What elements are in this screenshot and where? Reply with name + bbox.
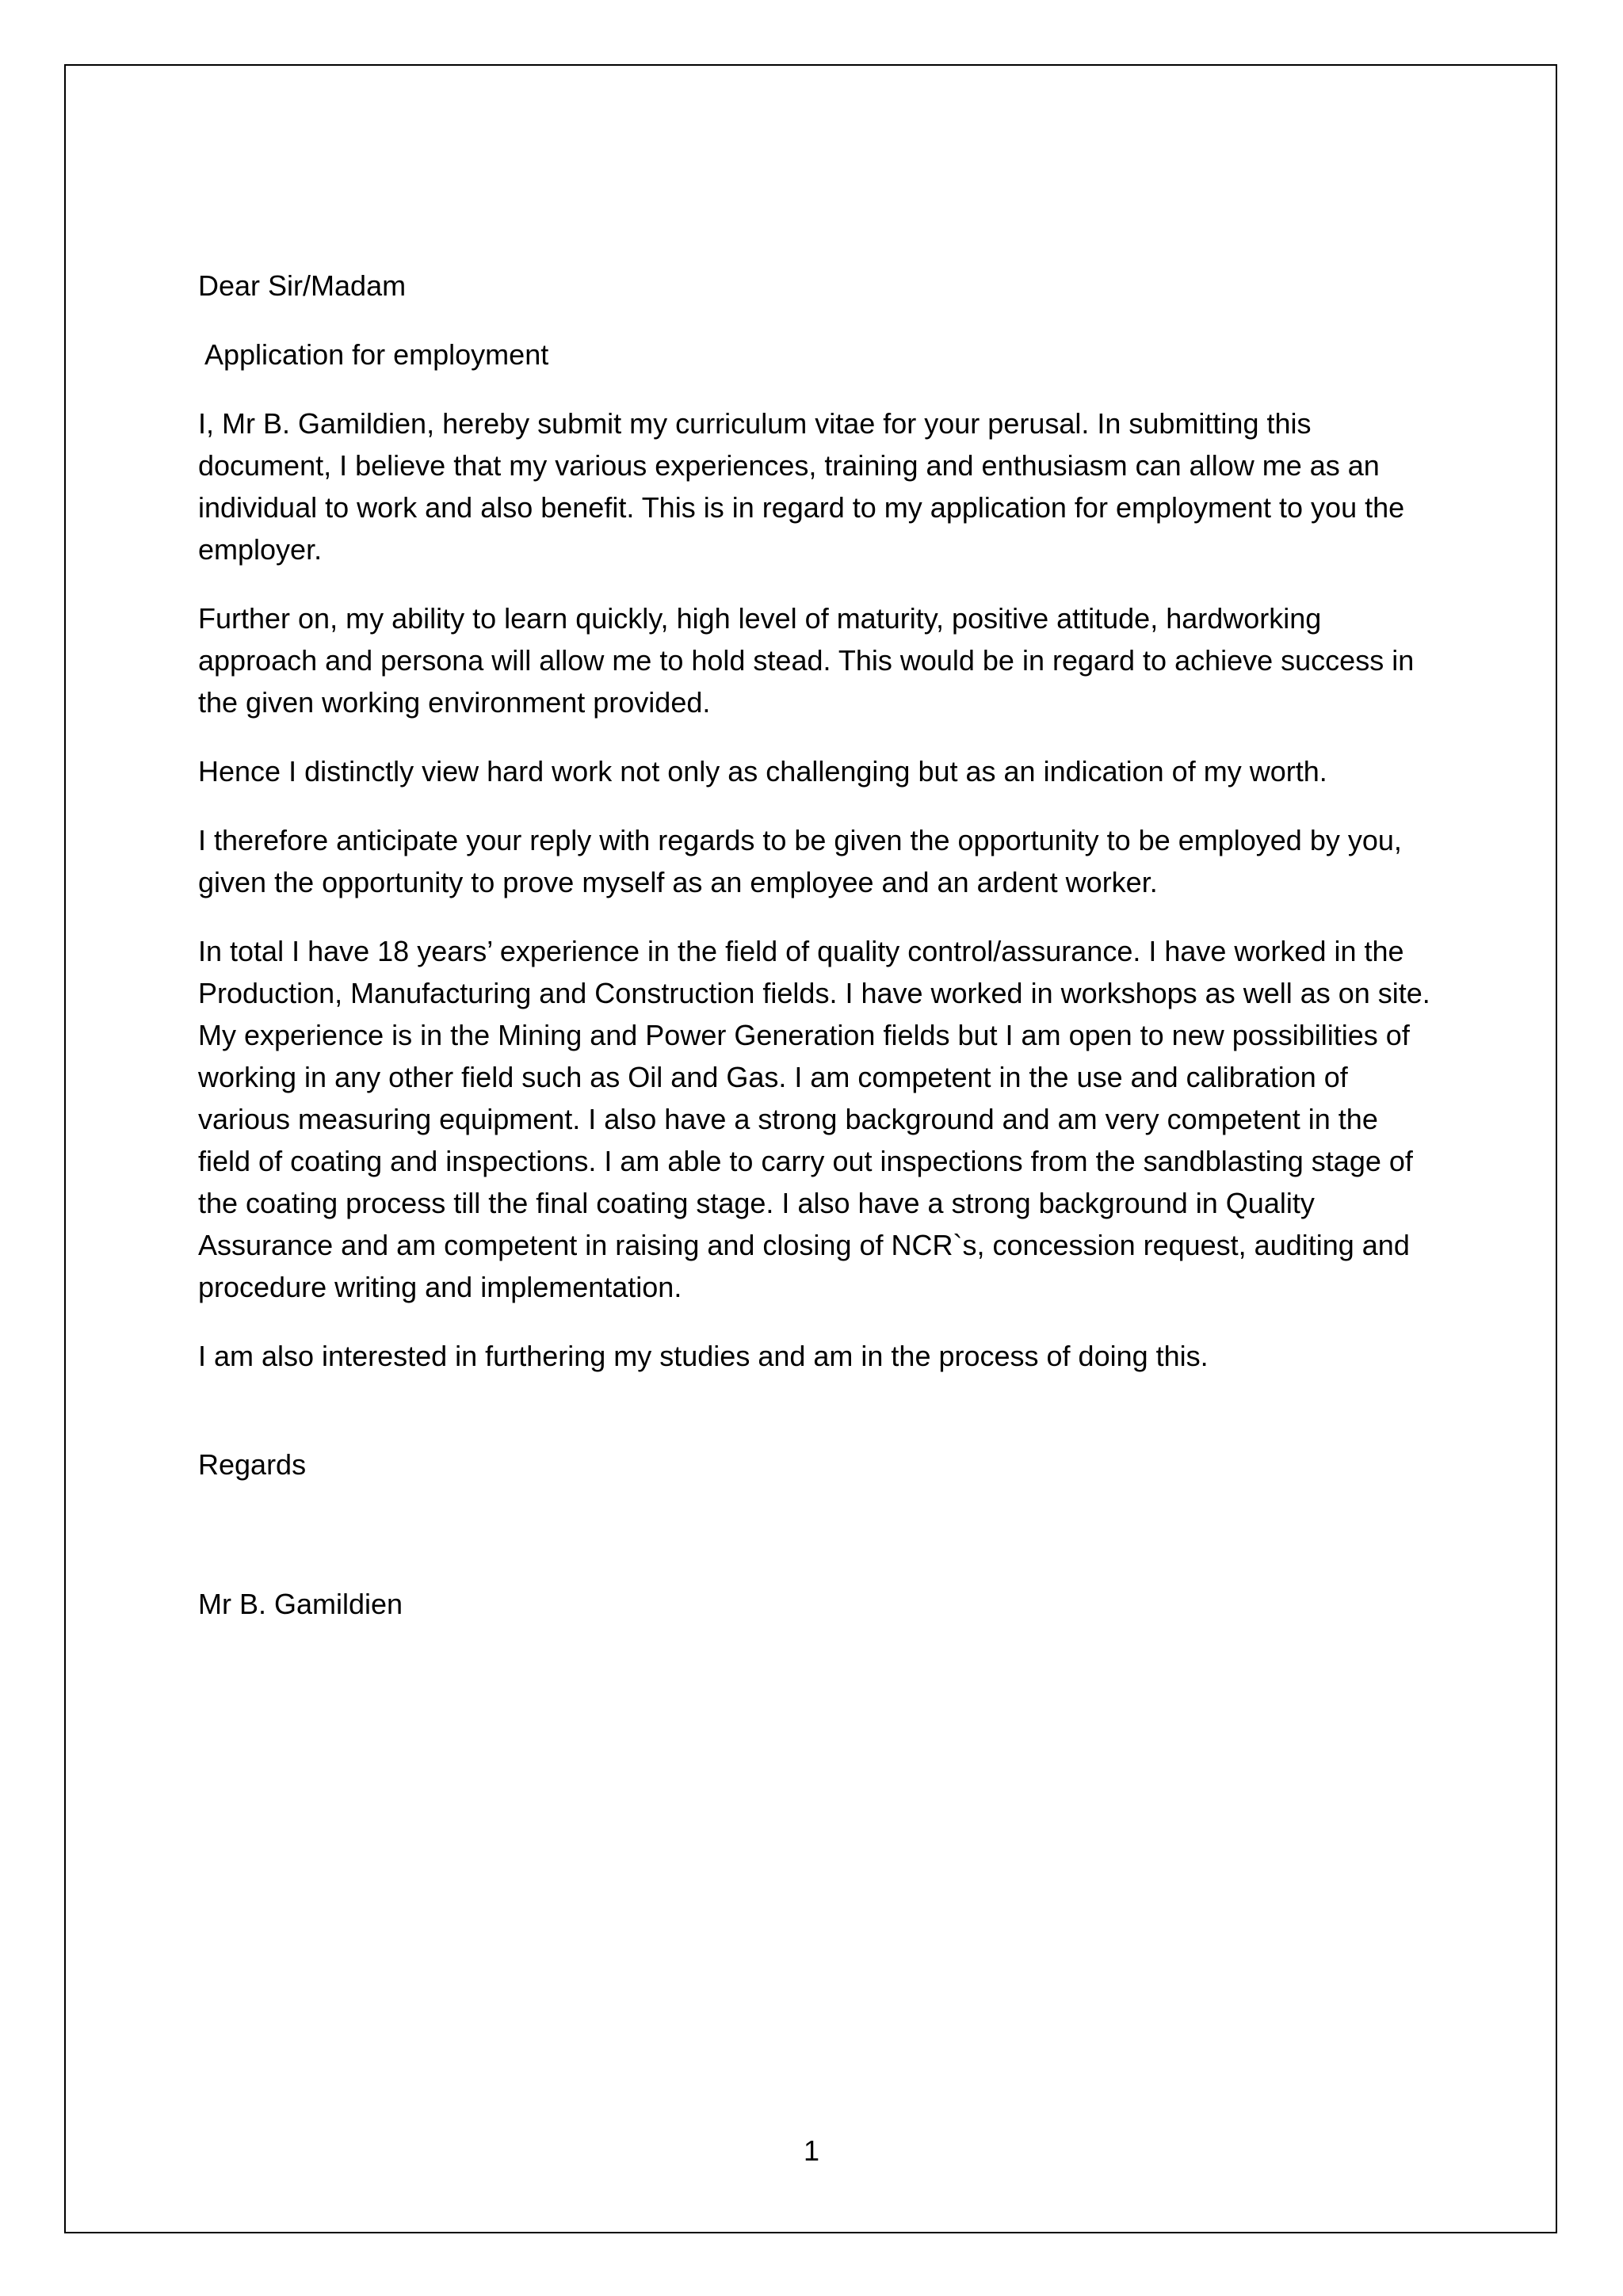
paragraph-studies: I am also interested in furthering my studies and am in the process of doing this.	[198, 1340, 1209, 1372]
salutation: Dear Sir/Madam	[198, 269, 407, 302]
closing: Regards	[198, 1448, 307, 1481]
paragraph-experience: In total I have 18 years’ experience in the field of quality control/assurance. I have worked in the Production, Manufacturing and Construction fields. I have worked in workshops as well as on site. My experience is in the Mining and Power Generation fields but I am open to new possibilities of working in any other field such as Oil and Gas. I am competent in the use and calibration of various measuring equipment. I also have a strong background and am very competent in the field of coating and inspections. I am able to carry out inspections from the sandblasting stage of the coating process till the final coating stage. I also have a strong background in Quality Assurance and am competent in raising and closing of NCR`s, concession request, auditing and procedure writing and implementation.	[198, 935, 1430, 1303]
signature-name: Mr B. Gamildien	[198, 1588, 403, 1620]
page-number: 1	[803, 2134, 820, 2167]
subject-line: Application for employment	[204, 338, 549, 371]
paragraph-abilities: Further on, my ability to learn quickly, high level of maturity, positive attitude, hardworking approach and persona will allow me to hold stead. This would be in regard to achieve success in the given working environment provided.	[198, 602, 1415, 719]
letter-body	[198, 265, 1434, 1652]
paragraph-anticipation: I therefore anticipate your reply with regards to be given the opportunity to be employed by you, given the opportunity to prove myself as an employee and an ardent worker.	[198, 824, 1402, 898]
paragraph-hard-work: Hence I distinctly view hard work not only as challenging but as an indication of my worth.	[198, 755, 1327, 788]
paragraph-intro: I, Mr B. Gamildien, hereby submit my curriculum vitae for your perusal. In submitting this document, I believe that my various experiences, training and enthusiasm can allow me as an individual to work and also benefit. This is in regard to my application for employment to you the employer.	[198, 407, 1405, 566]
